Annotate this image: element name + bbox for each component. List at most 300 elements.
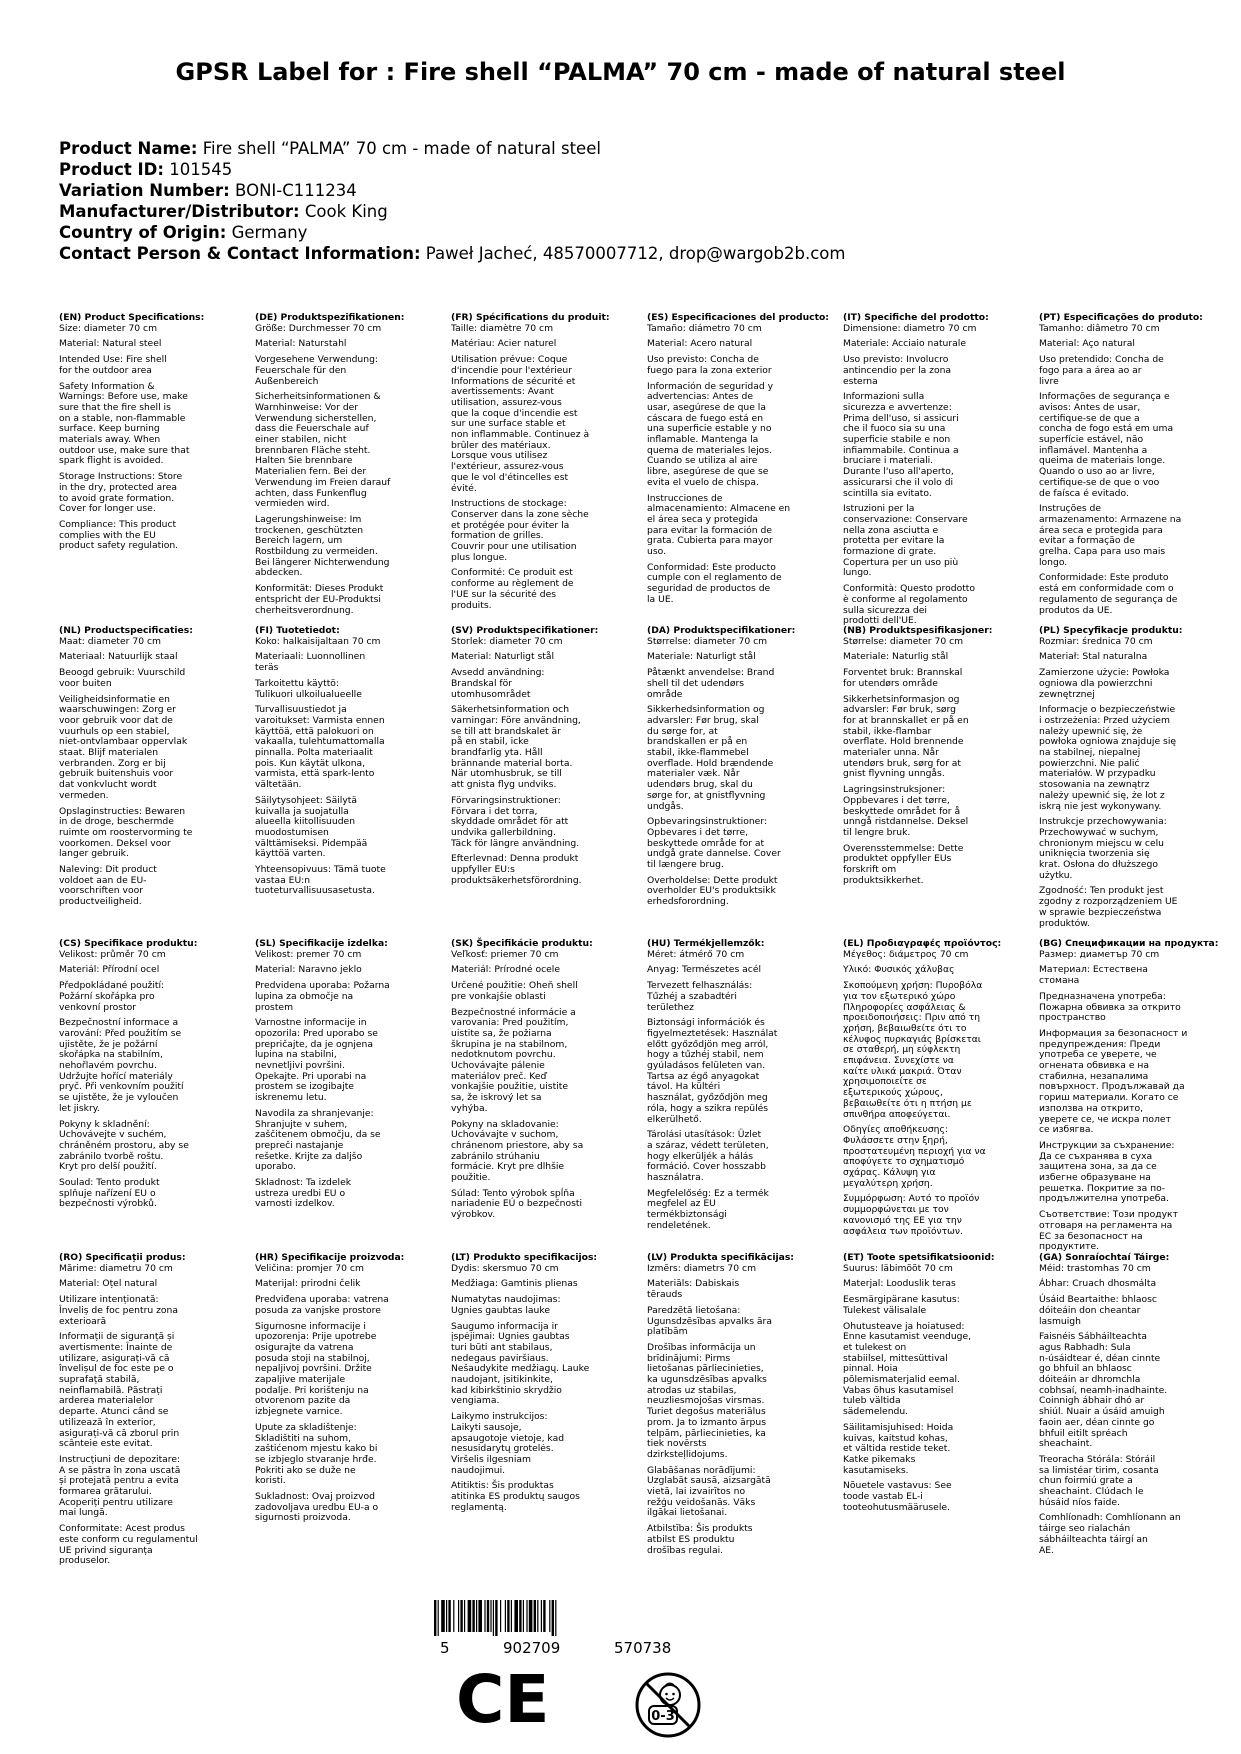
spec-heading: (NB) Produktspesifikasjoner: [843, 625, 993, 636]
spec-line: lupina na stabilni, [255, 1049, 337, 1061]
barcode-icon [434, 1600, 674, 1636]
spec-line: armazenamento: Armazene na [1039, 513, 1182, 525]
spec-line: waarschuwingen: Zorg er [59, 704, 176, 716]
spec-line: esterna [843, 375, 878, 387]
spec-line: lungo. [843, 567, 872, 579]
spec-line: Инструкции за съхранение: [1039, 1139, 1175, 1151]
spec-line: ujistěte, že je požární [59, 1038, 158, 1050]
spec-line: du sørge for, at [647, 725, 718, 737]
spec-line: Tarkoitettu käyttö: [255, 677, 340, 689]
contact-row [59, 243, 845, 264]
spec-line: ogniowa dla powierzchni [1039, 677, 1153, 689]
spec-line: splňuje nařízení EU o [59, 1187, 156, 1199]
product-id-row [59, 159, 845, 180]
spec-line: výrobkov. [451, 1209, 496, 1221]
spec-line: nedotknutom povrchu. [451, 1049, 556, 1061]
spec-line: chráněném prostoru, aby se [59, 1139, 189, 1151]
spec-line: Drošības informācija un [647, 1341, 756, 1353]
spec-line: niet-ontvlambaar oppervlak [59, 736, 188, 748]
barcode-bar [507, 1600, 509, 1632]
spec-line: w sprawie bezpieczeństwa [1039, 906, 1162, 918]
spec-line: til længere brug. [647, 859, 724, 871]
spec-line: materialer unna. Når [843, 747, 939, 759]
spec-line: Pokyny na skladovanie: [451, 1118, 559, 1130]
spec-line: Rozmiar: średnica 70 cm [1039, 635, 1153, 647]
spec-heading: (RO) Specificații produs: [59, 1252, 186, 1263]
spec-line: pryč. Při venkovním použití [59, 1081, 184, 1093]
spec-line: Utilizare intenționată: [59, 1294, 159, 1306]
spec-line: Vabas õhus kasutamisel [843, 1384, 954, 1396]
barcode-bar [505, 1600, 506, 1632]
spec-line: neuzliesmojošas virsmas. [647, 1395, 765, 1407]
spec-line: tuleb vältida [843, 1395, 901, 1407]
spec-line: vältetään. [255, 779, 302, 791]
spec-heading: (CS) Specifikace produktu: [59, 938, 198, 949]
spec-block [451, 313, 641, 611]
spec-line: krat. Osłona do dłuższego [1039, 859, 1158, 871]
spec-line: Couvrir pour une utilisation [451, 541, 577, 553]
spec-line: sheachaint. Clúdach le [1039, 1486, 1144, 1498]
spec-line: powłoka ogniowa znajduje się [1039, 736, 1177, 748]
spec-line: σχάρας. Κάλυψη για [843, 1167, 936, 1179]
spec-line: Pokriti ako se duže ne [255, 1464, 356, 1476]
spec-line: termékbiztonsági [647, 1209, 727, 1221]
spec-line: hogy elkerüljék a hálás [647, 1150, 754, 1162]
spec-block [843, 313, 1033, 627]
spec-line: område [647, 688, 683, 700]
spec-line: asigurați-vă că zborul prin [59, 1427, 180, 1439]
spec-line: materiálov preč. Keď [451, 1070, 547, 1082]
spec-line: podalje. Pri korištenju na [255, 1384, 369, 1396]
spec-line: bhfuil eitilt spréach [1039, 1427, 1128, 1439]
spec-line: Conformitate: Acest produs [59, 1523, 185, 1535]
spec-line: Biztonsági információk és [647, 1017, 765, 1029]
ce-mark-icon [456, 1668, 552, 1730]
spec-line: zgodny z rozporządzeniem UE [1039, 896, 1178, 908]
spec-line: produktów. [1039, 917, 1090, 929]
spec-line: Uso pretendido: Concha de [1039, 354, 1164, 366]
spec-line: Verwendung im Freien darauf [255, 476, 391, 488]
spec-line: produits. [451, 599, 492, 611]
spec-line: materiałów. W przypadku [1039, 768, 1156, 780]
spec-line: chronionym miejscu w celu [1039, 837, 1164, 849]
spec-line: che il fuoco sia su una [843, 423, 946, 435]
spec-line: nehořlavém povrchu. [59, 1060, 157, 1072]
spec-line: защитена зона, за да се [1039, 1161, 1157, 1173]
spec-line: elkerülhető. [647, 1113, 702, 1125]
spec-block [647, 626, 837, 908]
barcode-bar [549, 1600, 550, 1632]
spec-line: χρήση, βεβαιωθείτε ότι το [843, 1022, 967, 1034]
spec-line: vermeden. [59, 789, 109, 801]
spec-line: surface. Keep burning [59, 423, 160, 435]
spec-line: Turvallisuustiedot ja [255, 704, 347, 716]
spec-line: Taille: diamètre 70 cm [451, 322, 554, 334]
spec-line: utilisation, assurez-vous [451, 396, 562, 408]
spec-line: vietā, lai izvairītos no [647, 1486, 746, 1498]
spec-line: Lorsque vous utilisez [451, 450, 548, 462]
spec-line: prom. Ja to izmanto ārpus [647, 1416, 766, 1428]
spec-line: Bereich lagern, um [255, 535, 343, 547]
spec-line: se till att brandskalet är [451, 725, 561, 737]
spec-line: zaštićenom mjestu kako bi [255, 1443, 378, 1455]
spec-line: sábháilteachta táirgí an [1039, 1533, 1148, 1545]
spec-line: formácie. Kryt pre dlhšie [451, 1161, 565, 1173]
spec-line: należy upewnić się, że [1039, 725, 1143, 737]
spec-line: sicurezza e avvertenze: [843, 401, 952, 413]
spec-line: varnosti izdelkov. [255, 1198, 335, 1210]
spec-line: voorschriften voor [59, 885, 143, 897]
barcode-bar [478, 1600, 482, 1632]
spec-heading: (HR) Specifikacije proizvoda: [255, 1252, 405, 1263]
spec-line: σε σταθερή, μη εύφλεκτη [843, 1044, 961, 1056]
spec-line: uppfyller EU:s [451, 864, 515, 876]
spec-line: stabiilsel, mittesüttival [843, 1352, 948, 1364]
barcode-bar [523, 1600, 524, 1632]
spec-line: nedegaus paviršiaus. [451, 1352, 549, 1364]
spec-heading: (SK) Špecifikácie produktu: [451, 938, 593, 949]
barcode-bar [541, 1600, 542, 1632]
spec-line: udendørs brug, skal du [647, 779, 753, 791]
spec-block [843, 626, 1033, 886]
spec-line: n-úsáidtear é, déan cinnte [1039, 1352, 1161, 1364]
spec-line: undgås. [647, 800, 684, 812]
spec-line: előtt győződjön meg arról, [647, 1038, 769, 1050]
spec-line: Pokyny k skladnění: [59, 1118, 150, 1130]
spec-line: dass die Feuerschale auf [255, 423, 369, 435]
product-name-row [59, 138, 845, 159]
spec-line: стомана [1039, 975, 1080, 987]
spec-line: avisos: Antes de usar, [1039, 401, 1141, 413]
spec-line: nepaljivoj površini. Držite [255, 1363, 372, 1375]
spec-line: Paredzētā lietošana: [647, 1304, 741, 1316]
spec-line: atitinka ES produktų saugos [451, 1491, 580, 1503]
field-label: Contact Person & Contact Information: [59, 244, 421, 263]
spec-line: overholder EU's produktsikk [647, 885, 776, 897]
spec-line: Acoperiți pentru utilizare [59, 1496, 173, 1508]
spec-line: protetta per evitare la [843, 535, 945, 547]
spec-line: fogo para a área ao ar [1039, 364, 1142, 376]
spec-line: área seca e protegida para [1039, 524, 1163, 536]
spec-line: Dimensione: diametro 70 cm [843, 322, 977, 334]
spec-line: shell til det udendørs [647, 677, 745, 689]
spec-block [59, 313, 249, 552]
spec-line: Tárolási utasítások: Üzlet [647, 1129, 762, 1141]
spec-line: Οδηγίες αποθήκευσης: [843, 1124, 948, 1136]
spec-line: complies with the EU [59, 529, 156, 541]
spec-line: Ugnies gaubtas lauke [451, 1304, 550, 1316]
spec-line: Efterlevnad: Denna produkt [451, 853, 579, 865]
spec-line: alueella kiitollisuuden [255, 816, 356, 828]
spec-heading: (ET) Toote spetsifikatsioonid: [843, 1252, 995, 1263]
spec-line: Μέγεθος: διάμετρος 70 cm [843, 948, 969, 960]
spec-line: infiammabile. Continua a [843, 444, 959, 456]
spec-line: Halten Sie brennbare [255, 455, 353, 467]
spec-line: turi būti ant stabilaus, [451, 1341, 553, 1353]
spec-line: que le vol d'étincelles est [451, 471, 569, 483]
spec-line: użytku. [1039, 869, 1073, 881]
spec-line: Материал: Естествена [1039, 964, 1148, 976]
spec-heading: (HU) Termékjellemzők: [647, 938, 765, 949]
spec-line: Bezpečnostné informácie a [451, 1006, 576, 1018]
spec-line: rešetke. Krijte za daljšo [255, 1150, 363, 1162]
spec-block [1039, 626, 1229, 929]
spec-block [59, 1253, 249, 1567]
spec-line: Materiál: Přírodní ocel [59, 964, 160, 976]
spec-line: tērauds [647, 1289, 683, 1301]
spec-line: formáció. Cover hosszabb [647, 1161, 766, 1173]
spec-line: spark flight is avoided. [59, 455, 164, 467]
barcode-bar [555, 1600, 556, 1636]
spec-line: избегне образуване на [1039, 1172, 1151, 1184]
spec-line: stabil, ikke-flammebel [647, 747, 749, 759]
spec-line: Material: Naravno jeklo [255, 964, 362, 976]
spec-line: et tulekest on [843, 1341, 907, 1353]
spec-line: Sigurnosne informacije i [255, 1320, 366, 1332]
spec-line: libre, asegúrese de que se [647, 466, 769, 478]
spec-line: použitie. [451, 1172, 491, 1184]
spec-line: utomhusområdet [451, 688, 531, 700]
spec-line: пространство [1039, 1012, 1106, 1024]
spec-line: Materiaali: Luonnollinen [255, 651, 366, 663]
spec-line: Bei längerer Nichterwendung [255, 556, 390, 568]
spec-line: επιφάνεια. Συνεχίστε να [843, 1055, 954, 1067]
spec-heading: (NL) Productspecificaties: [59, 625, 193, 636]
spec-line: põlemismaterjalid eemal. [843, 1374, 960, 1386]
spec-line: uistite sa, že požiarna [451, 1027, 552, 1039]
spec-line: Utilisation prévue: Coque [451, 354, 568, 366]
spec-line: Υλικό: Φυσικός χάλυβας [843, 964, 955, 976]
spec-line: for the outdoor area [59, 364, 152, 376]
spec-line: faoin aer, déan cinnte go [1039, 1416, 1155, 1428]
spec-line: για τον εξωτερικό χώρο [843, 990, 956, 1002]
spec-line: Vorgesehene Verwendung: [255, 354, 378, 366]
barcode-bar [448, 1600, 450, 1632]
spec-line: Συμμόρφωση: Αυτό το προϊόν [843, 1193, 980, 1205]
barcode-bar [434, 1600, 436, 1636]
variation-number-row [59, 180, 845, 201]
spec-line: προστατευμένη περιοχή για να [843, 1145, 986, 1157]
spec-line: Durante l'uso all'aperto, [843, 466, 954, 478]
spec-line: shiúl. Nuair a úsáid amuigh [1039, 1406, 1165, 1418]
spec-line: queima de materiais longe. [1039, 455, 1166, 467]
spec-line: abdecken. [255, 567, 303, 579]
spec-line: sädemelendu. [843, 1406, 909, 1418]
spec-line: concha de fogo está em uma [1039, 423, 1174, 435]
spec-block [1039, 313, 1229, 616]
spec-line: Material: Acero natural [647, 338, 753, 350]
spec-line: Soulad: Tento produkt [59, 1177, 160, 1189]
spec-line: Velikost: premer 70 cm [255, 948, 362, 960]
spec-line: Méid: trastomhas 70 cm [1039, 1262, 1151, 1274]
spec-block [451, 939, 641, 1221]
spec-line: Informații de siguranță și [59, 1331, 175, 1343]
spec-line: Materiale: Acciaio naturale [843, 338, 966, 350]
barcode-bar [487, 1600, 489, 1632]
spec-line: κανονισμό της ΕΕ για την [843, 1214, 962, 1226]
spec-line: tooteohutusmäärusele. [843, 1501, 950, 1513]
spec-line: langer gebruik. [59, 848, 129, 860]
spec-line: Oppbevares i det tørre, [843, 794, 950, 806]
spec-line: formation de grilles. [451, 530, 544, 542]
barcode-bar [514, 1600, 518, 1632]
spec-line: kasutamiseks. [843, 1464, 909, 1476]
spec-line: kuivas, kaitstud kohas, [843, 1432, 948, 1444]
spec-line: ustreza uredbi EU o [255, 1187, 346, 1199]
spec-line: Nešaudykite medžiagų. Lauke [451, 1363, 590, 1375]
barcode-digits-right: 570738 [614, 1639, 672, 1657]
spec-line: σπινθήρα αποφεύγεται. [843, 1108, 951, 1120]
spec-line: Skladnost: Ta izdelek [255, 1177, 352, 1189]
spec-line: brandskallen er på en [647, 736, 748, 748]
spec-line: teräs [255, 662, 279, 674]
barcode-bar [484, 1600, 485, 1632]
spec-line: Uso previsto: Concha de [647, 354, 759, 366]
spec-line: Cover for longer use. [59, 503, 156, 515]
spec-line: Informacje o bezpieczeństwie [1039, 704, 1176, 716]
field-label: Manufacturer/Distributor: [59, 202, 300, 221]
spec-line: zabránilo tvorbě roštu. [59, 1150, 164, 1162]
spec-heading: (FR) Spécifications du produit: [451, 312, 610, 323]
spec-line: grata. Cubierta para mayor [647, 535, 773, 547]
spec-line: telpām, pārliecinieties, ka [647, 1427, 766, 1439]
spec-line: și protejată pentru a evita [59, 1475, 179, 1487]
spec-line: A se păstra în zona uscată [59, 1464, 181, 1476]
field-value: Fire shell “PALMA” 70 cm - made of natural steel [202, 139, 601, 158]
barcode-bar [468, 1600, 472, 1632]
spec-line: Istruzioni per la [843, 503, 915, 515]
spec-heading: (BG) Спецификации на продукта: [1039, 938, 1219, 949]
spec-line: стабилна, незапалима [1039, 1070, 1149, 1082]
spec-line: drošības regulai. [647, 1544, 724, 1556]
spec-line: Bezpečnostní informace a [59, 1017, 179, 1029]
spec-line: voor buiten [59, 677, 112, 689]
spec-line: vyhýba. [451, 1102, 488, 1114]
spec-line: Materiale: Naturlig stål [843, 651, 949, 663]
spec-line: izbjegnete varnice. [255, 1406, 343, 1418]
spec-line: cumple con el reglamento de [647, 572, 782, 584]
spec-line: Dydis: skersmuo 70 cm [451, 1262, 559, 1274]
field-value: 101545 [169, 160, 233, 179]
spec-line: undgå grate dannelse. Cover [647, 848, 781, 860]
spec-block [255, 1253, 445, 1524]
field-label: Country of Origin: [59, 223, 227, 242]
spec-line: Instruções de [1039, 503, 1102, 515]
spec-line: dóiteáin ar dhromchla [1039, 1374, 1141, 1386]
spec-line: figyelmeztetések: Használat [647, 1027, 778, 1039]
spec-line: go bhfuil an bhlaosc [1039, 1363, 1132, 1375]
spec-line: Storlek: diameter 70 cm [451, 635, 563, 647]
spec-line: ka ugunsdzēsības apvalks [647, 1374, 767, 1386]
spec-line: Veľkosť: priemer 70 cm [451, 948, 559, 960]
spec-line: sa limistéar tirim, cosanta [1039, 1464, 1159, 1476]
spec-line: táirge seo rialachán [1039, 1523, 1131, 1535]
spec-line: Overholdelse: Dette produkt [647, 874, 778, 886]
spec-line: et protégée pour éviter la [451, 519, 570, 531]
spec-line: utendørs bruk, sørg for at [843, 757, 961, 769]
spec-line: verbranden. Zorg er bij [59, 757, 166, 769]
spec-line: de faísca é evitado. [1039, 487, 1129, 499]
barcode-bar [493, 1600, 494, 1636]
spec-line: režģu veidošanās. Vāks [647, 1496, 756, 1508]
spec-line: χρησιμοποιείτε σε [843, 1076, 927, 1088]
spec-line: Materialien fern. Bei der [255, 466, 367, 478]
spec-line: non inflammable. Continuez à [451, 429, 590, 441]
spec-line: Lagringsinstruksjoner: [843, 784, 946, 796]
spec-line: Zamierzone użycie: Powłoka [1039, 667, 1170, 679]
spec-line: Sikkerhedsinformation og [647, 704, 765, 716]
spec-heading: (SV) Produktspecifikationer: [451, 625, 599, 636]
spec-line: varování: Před použitím se [59, 1027, 182, 1039]
spec-line: Určené použitie: Oheň shell [451, 980, 578, 992]
spec-line: produktsäkerhetsförordning. [451, 874, 582, 886]
spec-line: Medžiaga: Gamtinis plienas [451, 1278, 578, 1290]
spec-line: Ugunsdzēsības apvalks āra [647, 1315, 772, 1327]
spec-line: bruciare i materiali. [843, 455, 934, 467]
spec-line: Materiāls: Dabiskais [647, 1278, 740, 1290]
spec-line: antincendio per la zona [843, 364, 952, 376]
spec-heading: (EL) Προδιαγραφές προϊόντος: [843, 938, 1002, 949]
spec-line: beskyttede området for å [843, 805, 961, 817]
spec-line: Viršelis ilgesniam [451, 1453, 531, 1465]
spec-line: superficie stabile e non [843, 434, 951, 446]
spec-line: Tamaño: diámetro 70 cm [647, 322, 762, 334]
spec-line: Koko: halkaisijaltaan 70 cm [255, 635, 381, 647]
spec-line: beskyttede område for at [647, 837, 765, 849]
country-row [59, 222, 845, 243]
spec-line: cobhsaí, neamh-inadhainte. [1039, 1384, 1168, 1396]
spec-line: let jiskry. [59, 1102, 100, 1114]
spec-line: toode vastab EL-i [843, 1491, 923, 1503]
spec-line: Méret: átmérő 70 cm [647, 948, 745, 960]
spec-line: product safety regulation. [59, 540, 179, 552]
spec-line: се избягва. [1039, 1124, 1094, 1136]
spec-line: Størrelse: diameter 70 cm [647, 635, 768, 647]
spec-line: naudojimui. [451, 1464, 506, 1476]
spec-line: Numatytas naudojimas: [451, 1294, 561, 1306]
spec-line: Enne kasutamist veenduge, [843, 1331, 972, 1343]
spec-line: achten, dass Funkenflug [255, 487, 367, 499]
spec-line: βεβαιωθείτε ότι η πτήση με [843, 1097, 972, 1109]
spec-line: Да се съхранява в суха [1039, 1150, 1153, 1162]
spec-line: Tulikuori ulkoilualueelle [255, 688, 362, 700]
spec-line: ruimte om roostervorming te [59, 826, 193, 838]
spec-line: Información de seguridad y [647, 380, 774, 392]
spec-line: Σκοπούμενη χρήση: Πυροβόλα [843, 980, 983, 992]
label-title: GPSR Label for : Fire shell “PALMA” 70 cm - made of natural steel [175, 58, 1066, 86]
spec-line: Coinnigh ábhair dhó ar [1039, 1395, 1145, 1407]
spec-line: Förvara i det torra, [451, 805, 538, 817]
barcode-bar [441, 1600, 445, 1632]
spec-line: platībām [647, 1326, 688, 1338]
spec-line: avertissements: Avant [451, 386, 554, 398]
spec-line: Izmērs: diametrs 70 cm [647, 1262, 757, 1274]
spec-line: entspricht der EU-Produktsi [255, 593, 381, 605]
spec-line: nevnetljivi površini. [255, 1060, 345, 1072]
spec-block [59, 626, 249, 908]
spec-line: stabil, ikke-flambar [843, 725, 932, 737]
spec-line: uso. [647, 546, 666, 558]
spec-line: opozorila: Pred uporabo se [255, 1027, 378, 1039]
spec-line: chun foirmiú grate a [1039, 1475, 1133, 1487]
spec-line: Treoracha Stórála: Stóráil [1039, 1453, 1156, 1465]
spec-line: sulla sicurezza dei [843, 604, 927, 616]
spec-line: αποφύγετε το σχηματισμό [843, 1156, 965, 1168]
field-value: Germany [231, 223, 308, 242]
spec-line: bezpečnosti výrobků. [59, 1198, 157, 1210]
spec-line: brīdinājumi: Pirms [647, 1352, 731, 1364]
spec-line: inflamável. Mantenha a [1039, 444, 1148, 456]
